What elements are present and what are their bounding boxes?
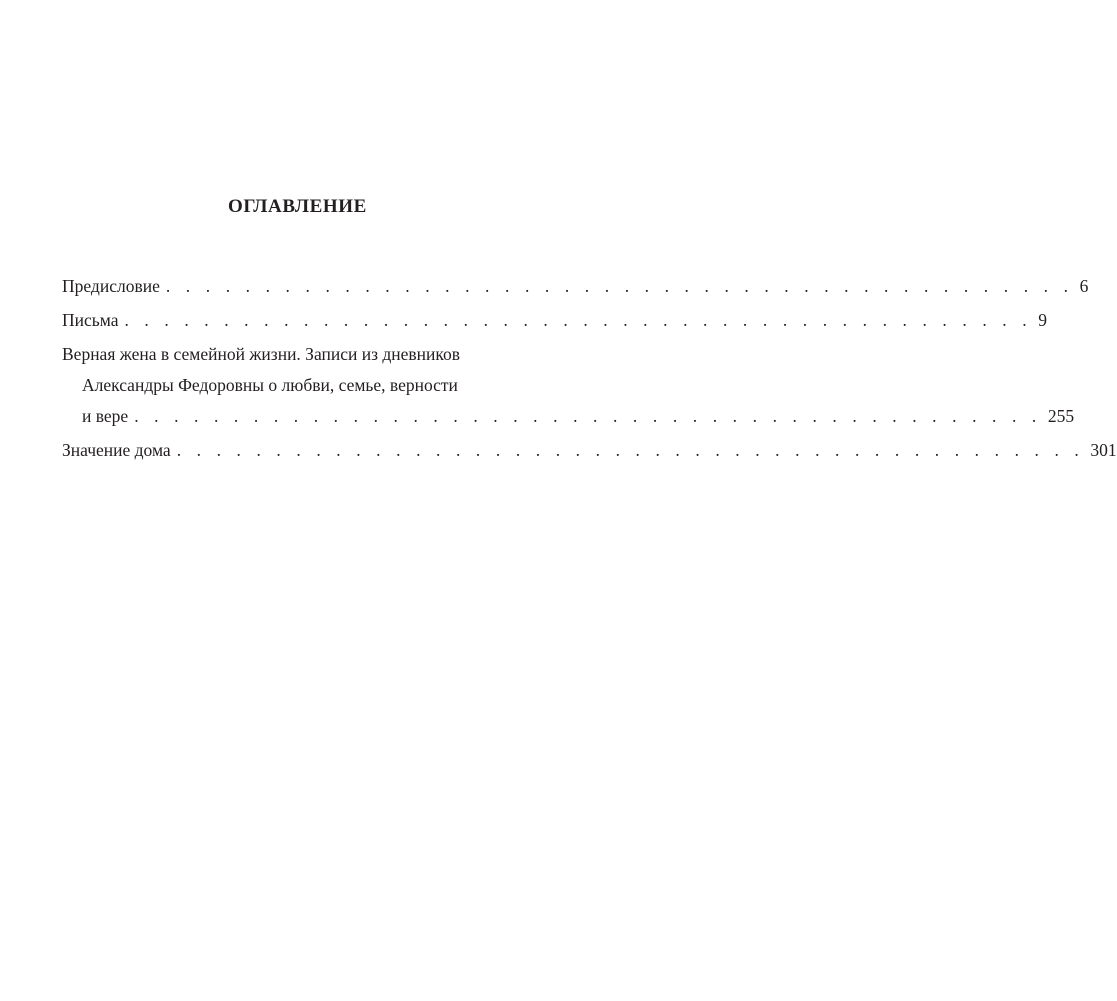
toc-entry-page: 301 — [1090, 440, 1117, 460]
dot-leader: . . . . . . . . . . . . . . . . . . . . . . . . . . . . . . . . . . . . . . . . . . . . . . — [124, 310, 1033, 330]
toc-entry[interactable] — [62, 339, 1075, 432]
toc-entry-title: и вере — [82, 406, 129, 426]
toc-entry[interactable] — [62, 435, 1117, 466]
toc-entry-page: 9 — [1038, 310, 1047, 330]
toc-heading: ОГЛАВЛЕНИЕ — [228, 196, 367, 217]
toc-entry-page: 6 — [1079, 276, 1089, 296]
toc-entry-last-line — [62, 401, 1075, 432]
toc-entry-title-line: Александры Федоровны о любви, семье, верности — [82, 375, 458, 395]
toc-list — [62, 271, 1117, 466]
toc-entry-title-line: Верная жена в семейной жизни. Записи из дневников — [62, 344, 461, 364]
toc-entry-title: Значение дома — [62, 440, 171, 460]
toc-entry[interactable] — [62, 271, 1089, 302]
toc-entry[interactable] — [62, 305, 1047, 336]
dot-leader: . . . . . . . . . . . . . . . . . . . . . . . . . . . . . . . . . . . . . . . . . . . . . . — [176, 440, 1085, 460]
toc-entry-page: 255 — [1047, 406, 1075, 426]
dot-leader: . . . . . . . . . . . . . . . . . . . . . . . . . . . . . . . . . . . . . . . . . . . . . . — [134, 406, 1042, 426]
toc-entry-title: Предисловие — [62, 276, 160, 296]
toc-entry-title: Письма — [62, 310, 119, 330]
dot-leader: . . . . . . . . . . . . . . . . . . . . . . . . . . . . . . . . . . . . . . . . . . . . . . — [165, 276, 1074, 296]
